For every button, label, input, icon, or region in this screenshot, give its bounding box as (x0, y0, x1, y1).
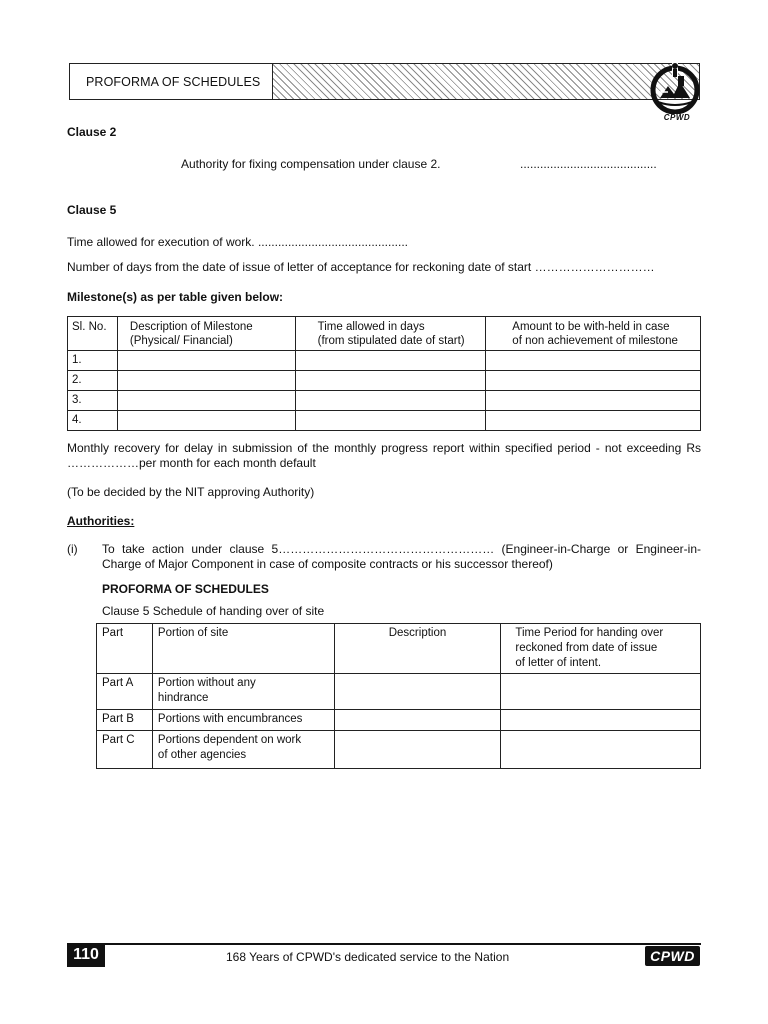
row-number: 4. (68, 411, 118, 431)
col-header-sl-no: Sl. No. (68, 317, 118, 351)
part-label: Part A (97, 674, 153, 710)
authority-item-text: To take action under clause 5……………………………………………… (Engineer-in-Charge or Engineer-in-Charge of Major Component in case of composite contracts or his successor thereof) (102, 542, 701, 571)
header-box (69, 63, 700, 100)
col-header-description: Description (334, 624, 501, 674)
portion-label: Portions with encumbrances (152, 710, 334, 731)
table-row (68, 351, 701, 371)
table-row (68, 371, 701, 391)
table-cell (117, 371, 295, 391)
table-cell (486, 351, 701, 371)
col-header-portion: Portion of site (152, 624, 334, 674)
table-cell (501, 731, 701, 769)
table-cell (334, 674, 501, 710)
table-cell (334, 710, 501, 731)
clause2-authority-text: Authority for fixing compensation under clause 2. (181, 157, 441, 171)
clause2-authority-blank: ......................................... (520, 157, 657, 171)
authority-item-number: (i) (67, 542, 78, 556)
col-header-time-period: Time Period for handing over reckoned from date of issue of letter of intent. (501, 624, 701, 674)
row-number: 3. (68, 391, 118, 411)
schedule-heading: PROFORMA OF SCHEDULES (102, 582, 269, 596)
milestone-heading: Milestone(s) as per table given below: (67, 290, 284, 304)
site-handover-table (96, 623, 701, 769)
header-hatch-decoration (273, 64, 699, 99)
page-number: 110 (67, 943, 105, 967)
clause5-heading: Clause 5 (67, 203, 117, 217)
logo-caption: CPWD (663, 113, 691, 122)
table-cell (295, 391, 486, 411)
table-cell (117, 391, 295, 411)
col-header-time-allowed: Time allowed in days (from stipulated date of start) (295, 317, 486, 351)
row-number: 1. (68, 351, 118, 371)
footer-rule (105, 943, 701, 945)
table-row (97, 710, 701, 731)
emblem-icon (648, 62, 706, 114)
cpwd-emblem-logo (648, 62, 706, 124)
table-cell (486, 411, 701, 431)
table-cell (501, 674, 701, 710)
days-reckoning-text: Number of days from the date of issue of letter of acceptance for reckoning date of start ………………………… (67, 260, 655, 274)
milestone-table (67, 316, 701, 431)
recovery-note: (To be decided by the NIT approving Authority) (67, 485, 315, 499)
monthly-recovery-text: Monthly recovery for delay in submission of the monthly progress report within specified period - not exceeding Rs ………………per month for each month default (67, 441, 701, 470)
part-label: Part C (97, 731, 153, 769)
col-header-amount-withheld: Amount to be with-held in case of non achievement of milestone (486, 317, 701, 351)
page-title: PROFORMA OF SCHEDULES (70, 64, 273, 99)
schedule-subheading: Clause 5 Schedule of handing over of site (102, 604, 325, 618)
col-header-part: Part (97, 624, 153, 674)
table-cell (334, 731, 501, 769)
table-cell (295, 351, 486, 371)
table-cell (117, 351, 295, 371)
site-table-header (97, 624, 701, 674)
footer-tagline: 168 Years of CPWD's dedicated service to the Nation (226, 950, 510, 964)
table-cell (295, 411, 486, 431)
milestone-table-header (68, 317, 701, 351)
portion-label: Portions dependent on work of other agencies (152, 731, 334, 769)
row-number: 2. (68, 371, 118, 391)
table-row (68, 411, 701, 431)
table-row (97, 731, 701, 769)
footer-cpwd-logo: CPWD (645, 946, 700, 966)
time-allowed-text: Time allowed for execution of work. ............................................. (67, 235, 408, 249)
table-cell (117, 411, 295, 431)
portion-label: Portion without any hindrance (152, 674, 334, 710)
part-label: Part B (97, 710, 153, 731)
table-cell (501, 710, 701, 731)
table-cell (486, 371, 701, 391)
col-header-description: Description of Milestone (Physical/ Financial) (117, 317, 295, 351)
table-cell (486, 391, 701, 411)
table-row (97, 674, 701, 710)
table-row (68, 391, 701, 411)
authorities-heading: Authorities: (67, 514, 135, 528)
clause2-heading: Clause 2 (67, 125, 117, 139)
table-cell (295, 371, 486, 391)
